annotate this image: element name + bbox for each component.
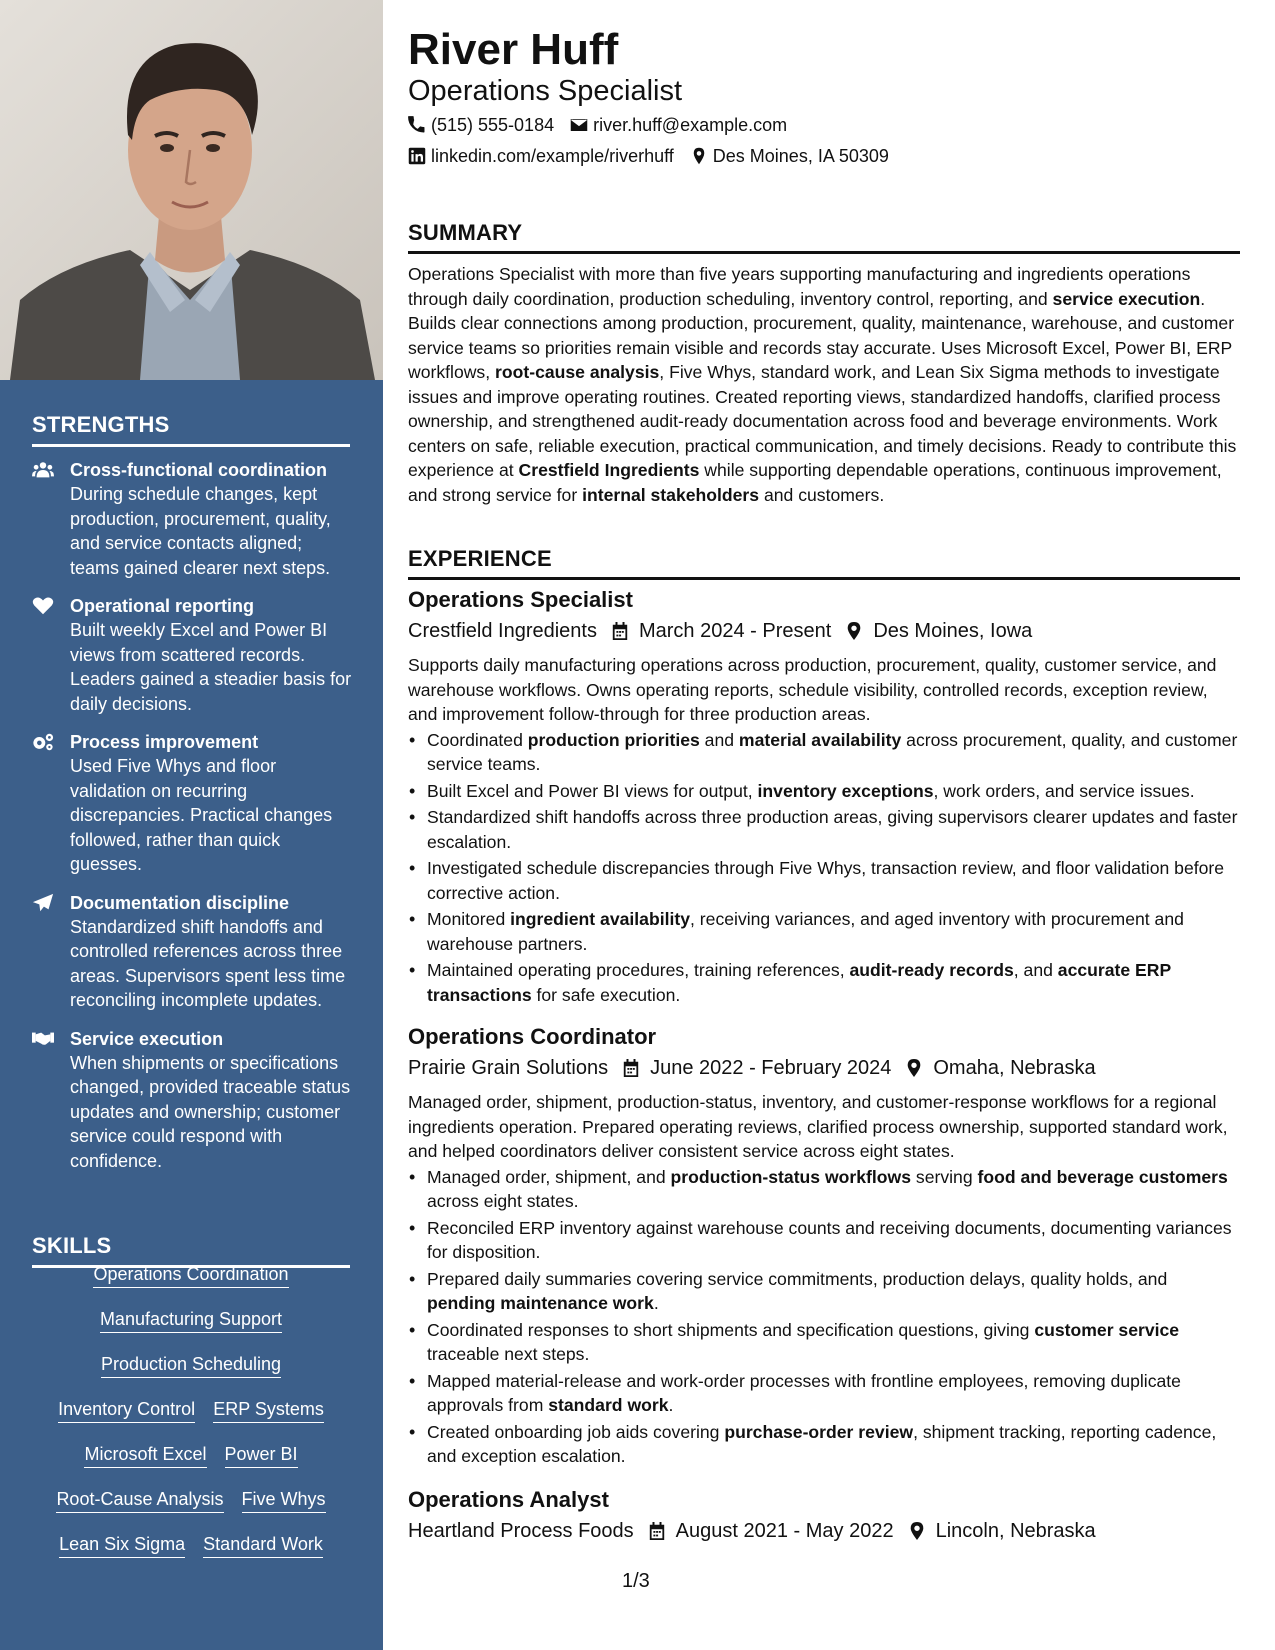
job-entry bbox=[408, 1486, 1240, 1545]
text-run: Managed order, shipment, and bbox=[427, 1166, 671, 1187]
job-location: Omaha, Nebraska bbox=[933, 1057, 1096, 1079]
text-run: , and bbox=[1013, 960, 1058, 980]
text-run: and bbox=[699, 729, 739, 750]
job-dates: June 2022 - February 2024 bbox=[650, 1057, 892, 1079]
list-item bbox=[408, 1165, 1240, 1214]
job-title: Operations Coordinator bbox=[408, 1024, 657, 1049]
calendar-icon bbox=[648, 1521, 666, 1541]
location-text: Des Moines, IA 50309 bbox=[712, 146, 889, 166]
list-item bbox=[408, 856, 1240, 905]
job-company: Prairie Grain Solutions bbox=[408, 1057, 609, 1079]
bold-phrase: pending maintenance work bbox=[427, 1293, 654, 1313]
text-run: for safe execution. bbox=[531, 984, 681, 1005]
bold-phrase: standard work bbox=[548, 1395, 669, 1415]
job-meta bbox=[408, 1517, 1240, 1545]
map-pin-icon bbox=[908, 1521, 926, 1541]
text-run: Prepared daily summaries covering service commitments, production delays, quality holds, and bbox=[427, 1268, 1168, 1289]
portrait-image bbox=[0, 0, 383, 380]
text-run: serving bbox=[911, 1166, 978, 1187]
page-number: 1/3 bbox=[622, 1570, 650, 1592]
list-item bbox=[408, 1267, 1240, 1316]
calendar-icon bbox=[611, 621, 629, 641]
strengths-list bbox=[32, 458, 354, 1187]
job-company: Heartland Process Foods bbox=[408, 1520, 634, 1542]
bold-phrase: production priorities bbox=[527, 729, 700, 750]
strength-description: When shipments or specifications changed, provided traceable status updates and ownership; customer service could respond with confidence. bbox=[70, 1052, 351, 1171]
job-summary: Managed order, shipment, production-status, inventory, and customer-response workflows for a regional ingredients operation. Prepared operating reviews, clarified process ownership, supported standard work, and helped coordinators deliver consistent service across eight states. bbox=[408, 1092, 1228, 1161]
skill-tag: ERP Systems bbox=[213, 1397, 324, 1423]
skill-tag: Inventory Control bbox=[58, 1397, 195, 1423]
skill-row bbox=[32, 1532, 350, 1558]
skill-row bbox=[32, 1397, 350, 1423]
strength-title: Service execution bbox=[70, 1028, 224, 1049]
text-run: Reconciled ERP inventory against warehouse counts and receiving documents, documenting variances for disposition. bbox=[427, 1217, 1232, 1262]
job-summary: Supports daily manufacturing operations across production, procurement, quality, customer service, and warehouse workflows. Owns operating reports, schedule visibility, controlled records, exception review, and improvement follow-through for three production areas. bbox=[408, 655, 1217, 724]
job-location: Des Moines, Iowa bbox=[873, 620, 1033, 642]
text-run: traceable next steps. bbox=[427, 1344, 590, 1364]
bold-phrase: purchase-order review bbox=[724, 1421, 914, 1442]
skills-heading: SKILLS bbox=[32, 1233, 350, 1268]
text-run: , work orders, and service issues. bbox=[933, 780, 1195, 801]
text-run: Maintained operating procedures, training references, bbox=[427, 960, 850, 980]
strength-item bbox=[32, 458, 354, 580]
bold-phrase: customer service bbox=[1034, 1319, 1180, 1340]
email-link[interactable]: river.huff@example.com bbox=[593, 115, 788, 135]
skill-tag: Operations Coordination bbox=[93, 1262, 288, 1288]
users-icon bbox=[32, 460, 54, 480]
text-run: Operations Specialist with more than five years supporting manufacturing and ingredients operations through daily coordination, production scheduling, inventory control, reporting, and bbox=[408, 264, 1191, 309]
envelope-icon bbox=[570, 116, 588, 134]
list-item bbox=[408, 1318, 1240, 1367]
job-company: Crestfield Ingredients bbox=[408, 620, 597, 642]
skill-row bbox=[32, 1487, 350, 1513]
text-run: , Five Whys, standard work, and Lean Six Sigma methods to investigate issues and improve operating routines. Created reporting views, standardized handoffs, clarified process ownership, and strengthened audit-ready documentation across food and beverage environments. Work centers on safe, reliable execution, practical communication, and timely decisions. Ready to contribute this experience at bbox=[408, 362, 1237, 480]
map-pin-icon bbox=[905, 1058, 923, 1078]
skill-row bbox=[32, 1352, 350, 1378]
skill-tag: Microsoft Excel bbox=[84, 1442, 206, 1468]
candidate-name: River Huff bbox=[408, 25, 619, 74]
strength-title: Process improvement bbox=[70, 732, 259, 752]
map-pin-icon bbox=[690, 147, 708, 165]
job-dates: August 2021 - May 2022 bbox=[675, 1520, 894, 1542]
list-item bbox=[408, 1420, 1240, 1469]
job-bullets bbox=[408, 728, 1240, 1008]
skills-list bbox=[32, 1262, 350, 1577]
strength-description: Built weekly Excel and Power BI views from scattered records. Leaders gained a steadier basis for daily decisions. bbox=[70, 620, 352, 714]
list-item bbox=[408, 1369, 1240, 1418]
linkedin-link[interactable]: linkedin.com/example/riverhuff bbox=[431, 146, 674, 166]
job-meta bbox=[408, 617, 1240, 645]
profile-photo bbox=[0, 0, 383, 380]
job-title: Operations Specialist bbox=[408, 587, 633, 612]
strength-item bbox=[32, 891, 354, 1013]
job-location: Lincoln, Nebraska bbox=[935, 1520, 1096, 1542]
text-run: while supporting dependable operations, continuous improvement, and strong service for bbox=[408, 460, 1222, 505]
text-run: . Builds clear connections among production, procurement, quality, maintenance, warehouse, and customer service teams so priorities remain visible and records stay accurate. Uses Microsoft Excel, Power BI, ERP workflows, bbox=[408, 288, 1235, 382]
phone-icon bbox=[408, 116, 426, 134]
candidate-role: Operations Specialist bbox=[408, 75, 683, 107]
linkedin-icon bbox=[408, 147, 426, 165]
strength-title: Operational reporting bbox=[70, 596, 255, 616]
sidebar bbox=[0, 0, 383, 1650]
skill-row bbox=[32, 1307, 350, 1333]
text-run: . bbox=[653, 1293, 659, 1313]
text-run: Coordinated responses to short shipments and specification questions, giving bbox=[427, 1319, 1035, 1340]
strength-item bbox=[32, 1027, 354, 1174]
skill-tag: Lean Six Sigma bbox=[59, 1532, 185, 1558]
skill-row bbox=[32, 1262, 350, 1288]
gears-icon bbox=[32, 732, 54, 752]
heart-icon bbox=[32, 596, 54, 616]
bold-phrase: material availability bbox=[738, 729, 902, 750]
skill-tag: Five Whys bbox=[242, 1487, 326, 1513]
strength-description: Standardized shift handoffs and controlled references across three areas. Supervisors spent less time reconciling incomplete updates. bbox=[70, 916, 346, 1010]
bold-phrase: food and beverage customers bbox=[977, 1166, 1228, 1187]
contact-row-1 bbox=[408, 113, 803, 137]
skill-tag: Power BI bbox=[225, 1442, 298, 1468]
strength-description: During schedule changes, kept production, procurement, quality, and service contacts aligned; teams gained clearer next steps. bbox=[70, 484, 331, 578]
job-title: Operations Analyst bbox=[408, 1487, 609, 1512]
text-run: Mapped material-release and work-order processes with frontline employees, removing duplicate approvals from bbox=[427, 1370, 1181, 1415]
text-run: across procurement, quality, and customer service teams. bbox=[427, 729, 1238, 774]
job-entry bbox=[408, 1023, 1240, 1471]
list-item bbox=[408, 805, 1240, 854]
text-run: , receiving variances, and aged inventory with procurement and warehouse partners. bbox=[427, 909, 1184, 954]
strength-title: Documentation discipline bbox=[70, 892, 290, 913]
text-run: Investigated schedule discrepancies through Five Whys, transaction review, and floor validation before corrective action. bbox=[427, 858, 1225, 903]
bold-phrase: production-status workflows bbox=[670, 1166, 912, 1187]
job-meta bbox=[408, 1054, 1240, 1082]
text-run: Monitored bbox=[427, 909, 511, 929]
bold-phrase: service execution bbox=[1052, 288, 1201, 309]
skill-tag: Production Scheduling bbox=[101, 1352, 281, 1378]
text-run: and customers. bbox=[759, 484, 885, 505]
bold-phrase: ingredient availability bbox=[510, 909, 691, 929]
list-item bbox=[408, 779, 1240, 804]
bold-phrase: inventory exceptions bbox=[757, 780, 934, 801]
bold-phrase: root-cause analysis bbox=[495, 362, 660, 382]
skill-tag: Standard Work bbox=[203, 1532, 323, 1558]
text-run: , shipment tracking, reporting cadence, and exception escalation. bbox=[427, 1421, 1217, 1466]
bold-phrase: internal stakeholders bbox=[582, 484, 760, 505]
bold-phrase: audit-ready records bbox=[849, 960, 1014, 980]
text-run: Standardized shift handoffs across three production areas, giving supervisors clearer updates and faster escalation. bbox=[427, 807, 1238, 852]
text-run: Built Excel and Power BI views for output, bbox=[427, 780, 758, 801]
phone-text: (515) 555-0184 bbox=[431, 115, 555, 135]
strengths-heading: STRENGTHS bbox=[32, 412, 350, 447]
job-entry bbox=[408, 586, 1240, 1009]
summary-text bbox=[408, 262, 1240, 507]
contact-row-2 bbox=[408, 144, 905, 168]
text-run: Created onboarding job aids covering bbox=[427, 1421, 725, 1442]
experience-heading: EXPERIENCE bbox=[408, 546, 1240, 580]
bold-phrase: accurate ERP transactions bbox=[427, 960, 1171, 1005]
job-dates: March 2024 - Present bbox=[638, 620, 832, 642]
skill-row bbox=[32, 1442, 350, 1468]
strength-item bbox=[32, 730, 354, 877]
list-item bbox=[408, 907, 1240, 956]
strength-description: Used Five Whys and floor validation on recurring discrepancies. Practical changes followed, rather than quick guesses. bbox=[70, 756, 333, 874]
calendar-icon bbox=[622, 1058, 640, 1078]
summary-heading: SUMMARY bbox=[408, 220, 1240, 254]
list-item bbox=[408, 1216, 1240, 1265]
strength-title: Cross-functional coordination bbox=[70, 460, 328, 480]
skill-tag: Manufacturing Support bbox=[100, 1307, 282, 1333]
text-run: Coordinated bbox=[427, 729, 528, 750]
bold-phrase: Crestfield Ingredients bbox=[518, 460, 700, 480]
job-bullets bbox=[408, 1165, 1240, 1469]
text-run: . bbox=[668, 1395, 674, 1415]
strength-item bbox=[32, 594, 354, 716]
list-item bbox=[408, 728, 1240, 777]
map-pin-icon bbox=[845, 621, 863, 641]
skill-tag: Root-Cause Analysis bbox=[56, 1487, 223, 1513]
handshake-icon bbox=[32, 1029, 54, 1049]
text-run: across eight states. bbox=[427, 1191, 579, 1211]
list-item bbox=[408, 958, 1240, 1007]
paper-plane-icon bbox=[32, 893, 54, 913]
